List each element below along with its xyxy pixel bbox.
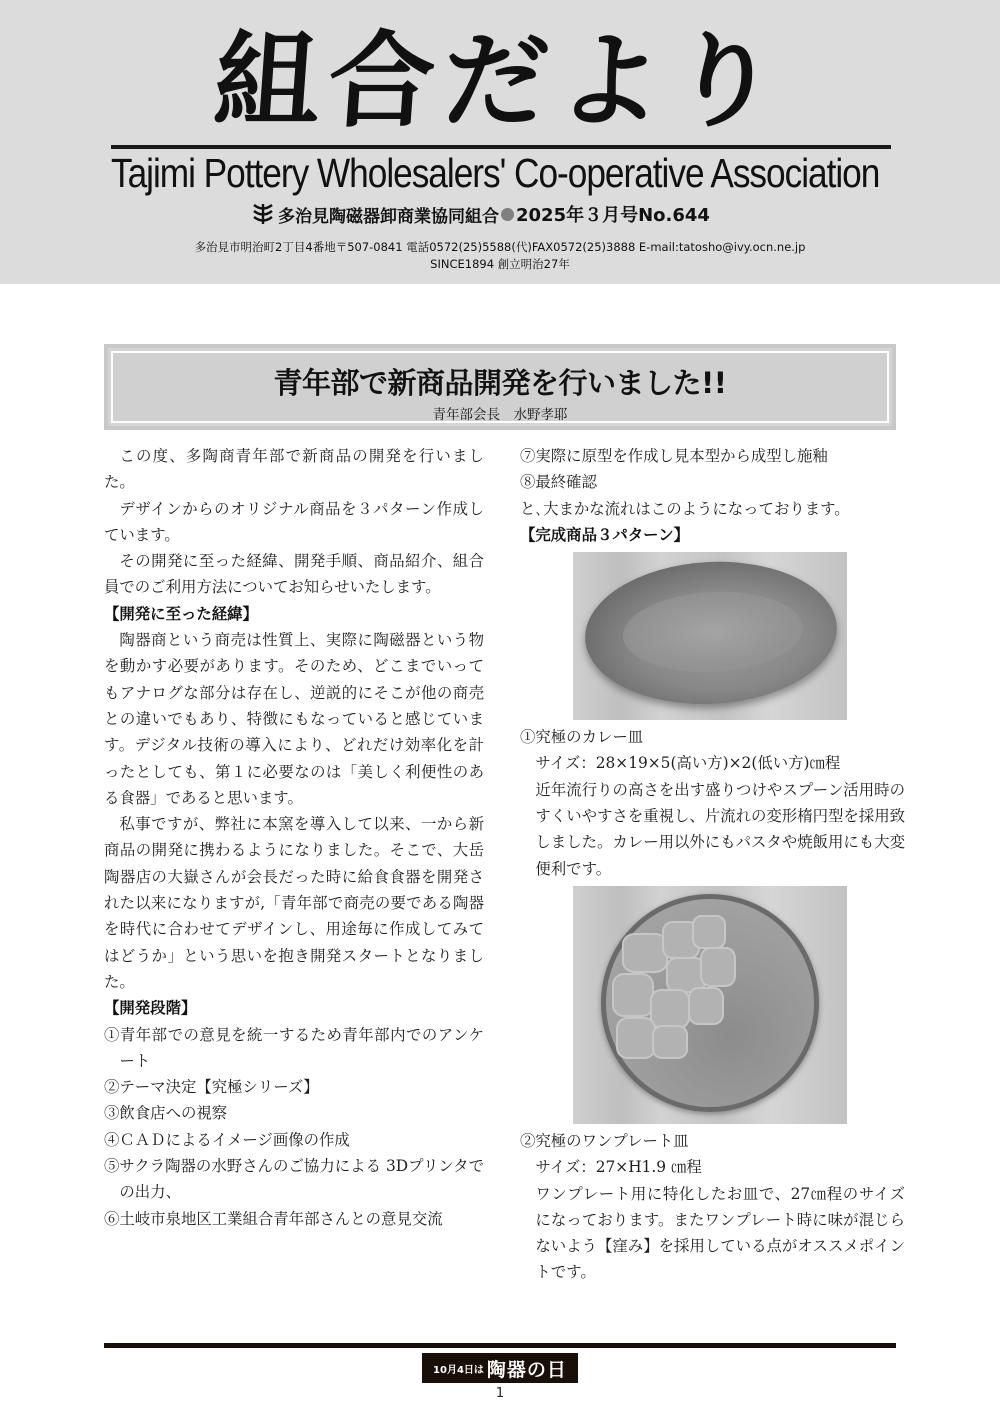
- left-column: [104, 443, 484, 1232]
- step-item: ①青年部での意見を統一するため青年部内でのアンケート: [104, 1025, 484, 1070]
- plate-hollow: [652, 1025, 688, 1059]
- contact-info: 多治見市明治町2丁目4番地〒507-0841 電話0572(25)5588(代)FAX0572(25)3888 E-mail:tatosho@ivy.ocn.ne.jp: [194, 240, 806, 254]
- product-title: ②究極のワンプレート皿: [520, 1131, 689, 1150]
- step-item: ③飲食店への視察: [104, 1104, 228, 1123]
- step-item: ⑧最終確認: [520, 473, 597, 492]
- section-heading-background: 【開発に至った経緯】: [104, 604, 258, 623]
- product-description: ワンプレート用に特化したお皿で、27㎝程のサイズになっております。またワンプレート時に味が混じらないよう【窪み】を採用している点がオススメポイントです。: [535, 1184, 905, 1282]
- masthead-divider: [111, 145, 891, 149]
- section-heading-development-stages: 【開発段階】: [104, 999, 197, 1018]
- right-column: [520, 443, 905, 1286]
- page-number: 1: [495, 1386, 505, 1401]
- product-title: ①究極のカレー皿: [520, 728, 644, 747]
- round-one-plate-photo: [573, 886, 847, 1124]
- oval-curry-plate-photo: [573, 552, 847, 720]
- headline-frame: [111, 351, 889, 423]
- plate-hollow: [692, 915, 726, 949]
- pottery-day-banner: [422, 1353, 578, 1383]
- issue-number: 2025年３月号No.644: [516, 205, 710, 226]
- banner-title: 陶器の日: [486, 1358, 567, 1381]
- org-name-english: Tajimi Pottery Wholesalers' Co-operative Association: [111, 150, 880, 196]
- founded-info: SINCE1894 創立明治27年: [430, 257, 570, 271]
- newsletter-logo-title: 組合だより: [210, 19, 791, 142]
- association-emblem-icon: [252, 202, 274, 226]
- plate-hollow: [700, 947, 736, 987]
- plate-hollow: [612, 973, 654, 1017]
- step-item: ⑦実際に原型を作成し見本型から成型し施釉: [520, 447, 828, 465]
- body-paragraph: 私事ですが、弊社に本窯を導入して以来、一から新商品の開発に携わるようになりました。そこで、大岳陶器店の大嶽さんが会長だった時に給食食器を開発された以来になりますが,「青年部で商売の要である陶器を時代に合わせてデザインし、用途毎に作成してみてはどうか」という思いを抱き開発スタートとなりました。: [104, 815, 484, 991]
- plate-hollow: [650, 989, 690, 1029]
- plate-hollow: [688, 987, 724, 1025]
- article-byline: 青年部会長 水野孝耶: [432, 407, 568, 423]
- separator-dot-icon: [501, 208, 514, 221]
- product-size: サイズ：27×H1.9 ㎝程: [535, 1158, 702, 1177]
- banner-date: 10月4日は: [433, 1364, 484, 1376]
- step-item: ⑥土岐市泉地区工業組合青年部さんとの意見交流: [104, 1209, 443, 1228]
- process-summary: と､大まかな流れはこのようになっております。: [520, 499, 850, 518]
- section-heading-products: 【完成商品３パターン】: [520, 525, 689, 544]
- oval-plate-shape: [581, 556, 840, 711]
- footer-divider: [104, 1343, 896, 1348]
- headline-box: [104, 344, 896, 430]
- step-item: ②テーマ決定【究極シリーズ】: [104, 1078, 319, 1097]
- intro-paragraph: デザインからのオリジナル商品を３パターン作成しています。: [104, 499, 484, 544]
- org-issue-line: [252, 200, 710, 228]
- body-paragraph: 陶器商という商売は性質上、実際に陶磁器という物を動かす必要があります。そのため、どこまでいってもアナログな部分は存在し、逆説的にそこが他の商売との違いでもあり、特徴にもなっていると感じています。デジタル技術の導入により、どれだけ効率化を計ったとしても、第１に必要なのは「美しく利便性のある食器」であると思います。: [104, 631, 484, 807]
- article-headline: 青年部で新商品開発を行いました!!: [273, 366, 727, 400]
- product-size: サイズ：28×19×5(高い方)×2(低い方)㎝程: [535, 754, 841, 773]
- plate-hollow: [616, 1017, 656, 1059]
- round-plate-shape: [601, 894, 819, 1112]
- org-name-japanese: 多治見陶磁器卸商業協同組合: [278, 206, 499, 227]
- masthead: [0, 0, 1000, 284]
- intro-paragraph: この度、多陶商青年部で新商品の開発を行いました。: [104, 447, 484, 492]
- step-item: ⑤サクラ陶器の水野さんのご協力による 3Dプリンタでの出力、: [104, 1157, 484, 1202]
- product-description: 近年流行りの高さを出す盛りつけやスプーン活用時のすくいやすさを重視し、片流れの変形楕円型を採用致しました。カレー用以外にもパスタや焼飯用にも大変便利です。: [535, 780, 905, 878]
- intro-paragraph: その開発に至った経緯、開発手順、商品紹介、組合員でのご利用方法についてお知らせいたします。: [104, 552, 484, 597]
- step-item: ④ＣＡＤによるイメージ画像の作成: [104, 1130, 350, 1149]
